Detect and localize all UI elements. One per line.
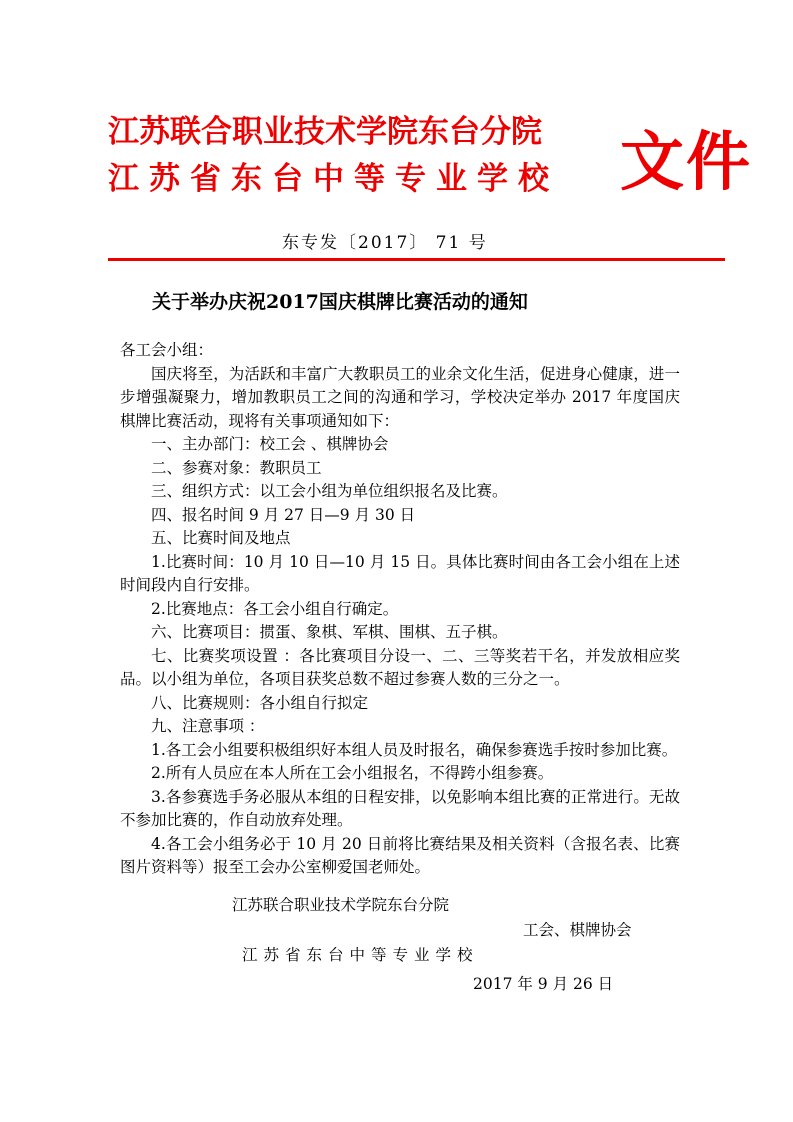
paragraph-intro: 国庆将至，为活跃和丰富广大教职员工的业余文化生活，促进身心健康，进一步增强凝聚力，增加教职员工之间的沟通和学习，学校决定举办 2017 年度国庆棋牌比赛活动，现将有关事项通知如下： bbox=[120, 364, 680, 430]
paragraph-item-9-3: 3.各参赛选手务必服从本组的日程安排，以免影响本组比赛的正常进行。无故不参加比赛的，作自动放弃处理。 bbox=[120, 787, 680, 829]
paragraph-item-1: 一、主办部门：校工会 、棋牌协会 bbox=[151, 435, 389, 453]
signature-org-1: 江苏联合职业技术学院东台分院 bbox=[232, 896, 450, 914]
notice-title: 关于举办庆祝2017国庆棋牌比赛活动的通知 bbox=[152, 291, 528, 313]
paragraph-item-2: 二、参赛对象：教职员工 bbox=[151, 458, 322, 477]
paragraph-item-5-1: 1.比赛时间：10 月 10 日—10 月 15 日。具体比赛时间由各工会小组在上述时间段内自行安排。 bbox=[120, 552, 680, 594]
signature-department: 工会、棋牌协会 bbox=[523, 921, 632, 939]
paragraph-item-8: 八、比赛规则：各小组自行拟定 bbox=[151, 693, 369, 712]
paragraph-item-7: 七、比赛奖项设置 ：各比赛项目分设一、二、三等奖若干名，并发放相应奖品。以小组为单位，各项目获奖总数不超过参赛人数的三分之一。 bbox=[120, 646, 680, 688]
header-red-divider bbox=[108, 258, 725, 261]
paragraph-item-5-2: 2.比赛地点：各工会小组自行确定。 bbox=[151, 599, 399, 618]
paragraph-item-9-1: 1.各工会小组要积极组织好本组人员及时报名，确保参赛选手按时参加比赛。 bbox=[151, 740, 678, 759]
paragraph-item-9: 九、注意事项 ： bbox=[151, 717, 265, 735]
signature-date: 2017 年 9 月 26 日 bbox=[473, 975, 614, 993]
paragraph-item-5: 五、比赛时间及地点 bbox=[151, 529, 291, 547]
paragraph-item-9-4: 4.各工会小组务必于 10 月 20 日前将比赛结果及相关资料（含报名表、比赛图片资料等）报至工会办公室柳爱国老师处。 bbox=[120, 834, 680, 876]
header-document-label: 文件 bbox=[620, 125, 752, 200]
paragraph-item-9-2: 2.所有人员应在本人所在工会小组报名，不得跨小组参赛。 bbox=[151, 764, 554, 782]
header-org-line-2: 江苏省东台中等专业学校 bbox=[108, 161, 559, 197]
notice-body bbox=[120, 339, 680, 880]
paragraph-item-4: 四、报名时间 9 月 27 日—9 月 30 日 bbox=[151, 505, 416, 524]
salutation: 各工会小组： bbox=[120, 341, 214, 359]
header-org-line-1: 江苏联合职业技术学院东台分院 bbox=[108, 114, 542, 150]
signature-org-2: 江苏省东台中等专业学校 bbox=[242, 946, 479, 964]
document-number: 东专发〔2017〕 71 号 bbox=[282, 233, 488, 253]
paragraph-item-6: 六、比赛项目：掼蛋、象棋、军棋、围棋、五子棋。 bbox=[151, 623, 508, 641]
paragraph-item-3: 三、组织方式：以工会小组为单位组织报名及比赛。 bbox=[151, 482, 508, 500]
